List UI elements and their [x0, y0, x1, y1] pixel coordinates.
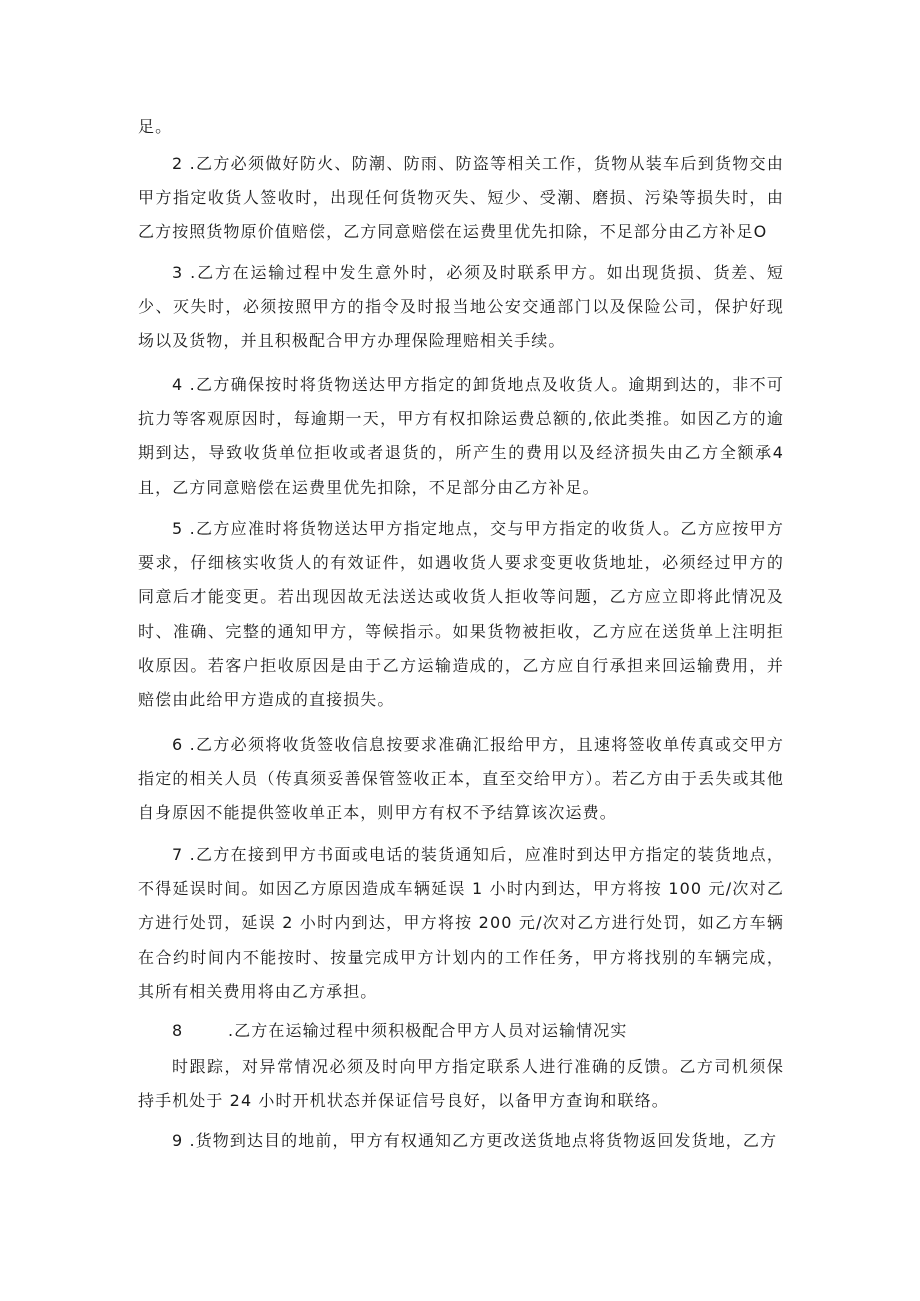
clause-8-number: 8: [172, 1021, 183, 1040]
clause-6: 6 .乙方必须将收货签收信息按要求准确汇报给甲方，且速将签收单传真或交甲方指定的相关人员（传真须妥善保管签收正本，直至交给甲方）。若乙方由于丢失或其他自身原因不能提供签收单正本，则甲方有权不予结算该次运费。: [138, 735, 784, 823]
clause-7: 7 .乙方在接到甲方书面或电话的装货通知后，应准时到达甲方指定的装货地点，不得延误时间。如因乙方原因造成车辆延误 1 小时内到达，甲方将按 100 元/次对乙方进行处罚，延误 2 小时内到达，甲方将按 200 元/次对乙方进行处罚，如乙方车辆在合约时间内不能按时、按量完成甲方计划内的工作任务，甲方将找别的车辆完成，其所有相关费用将由乙方承担。: [138, 845, 784, 1001]
clause-8-body: 时跟踪，对异常情况必须及时向甲方指定联系人进行准确的反馈。乙方司机须保持手机处于 24 小时开机状态并保证信号良好，以备甲方查询和联络。: [138, 1057, 784, 1111]
clause-8-heading-text: .乙方在运输过程中须积极配合甲方人员对运输情况实: [228, 1021, 628, 1040]
clause-9: 9 .货物到达目的地前，甲方有权通知乙方更改送货地点将货物返回发货地，乙方: [172, 1131, 778, 1150]
paragraph-1-tail: 足。: [138, 117, 173, 136]
clause-3: 3 .乙方在运输过程中发生意外时，必须及时联系甲方。如出现货损、货差、短少、灭失时，必须按照甲方的指令及时报当地公安交通部门以及保险公司，保护好现场以及货物，并且积极配合甲方办理保险理赔相关手续。: [138, 263, 784, 351]
clause-2: 2 .乙方必须做好防火、防潮、防雨、防盗等相关工作，货物从装车后到货物交由甲方指定收货人签收时，出现任何货物灭失、短少、受潮、磨损、污染等损失时，由乙方按照货物原价值赔偿，乙方同意赔偿在运费里优先扣除，不足部分由乙方补足O: [138, 154, 784, 242]
clause-8-heading: [172, 1014, 792, 1048]
clause-5: 5 .乙方应准时将货物送达甲方指定地点，交与甲方指定的收货人。乙方应按甲方要求，仔细核实收货人的有效证件，如遇收货人要求变更收货地址，必须经过甲方的同意后才能变更。若出现因故无法送达或收货人拒收等问题，乙方应立即将此情况及时、准确、完整的通知甲方，等候指示。如果货物被拒收，乙方应在送货单上注明拒收原因。若客户拒收原因是由于乙方运输造成的，乙方应自行承担来回运输费用，并赔偿由此给甲方造成的直接损失。: [138, 519, 784, 710]
clause-4: 4 .乙方确保按时将货物送达甲方指定的卸货地点及收货人。逾期到达的，非不可抗力等客观原因时，每逾期一天，甲方有权扣除运费总额的,依此类推。如因乙方的逾期到达，导致收货单位拒收或者退货的，所产生的费用以及经济损失由乙方全额承4且，乙方同意赔偿在运费里优先扣除，不足部分由乙方补足。: [138, 375, 784, 497]
